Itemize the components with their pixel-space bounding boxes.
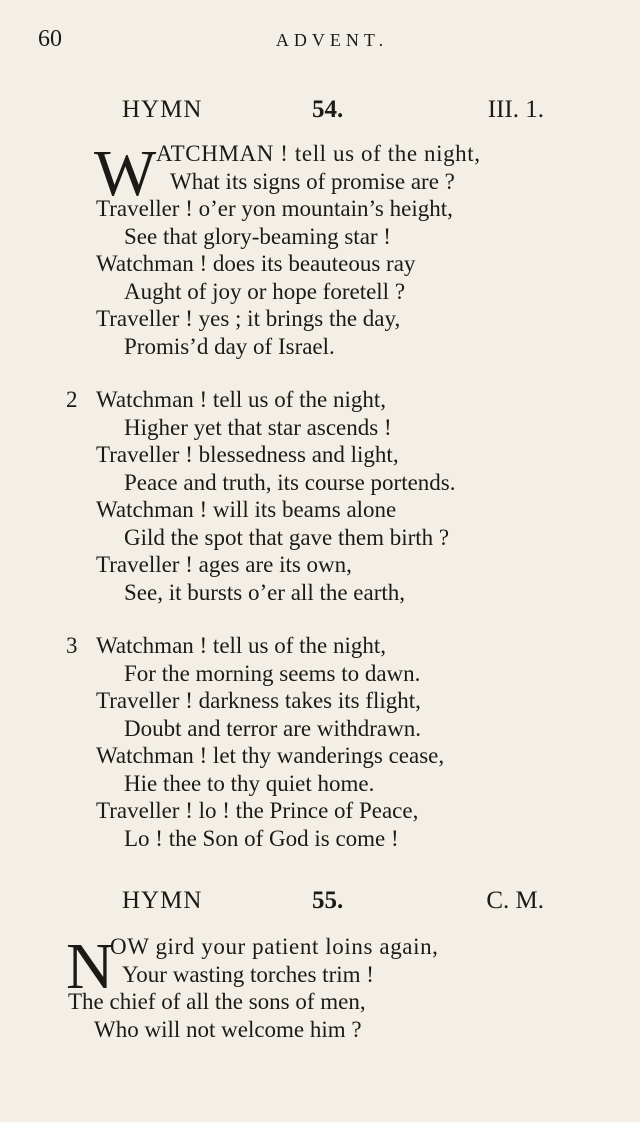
running-head <box>0 26 640 56</box>
verse-line: Traveller ! o’er yon mountain’s height, <box>96 196 453 221</box>
verse-line: See that glory-beaming star ! <box>124 223 391 249</box>
verse-line: Gild the spot that gave them birth ? <box>124 524 450 550</box>
stanza-1 <box>0 930 640 1043</box>
drop-cap: N <box>66 930 114 1003</box>
verse-line: Traveller ! yes ; it brings the day, <box>96 306 401 331</box>
drop-cap: W <box>94 137 157 210</box>
verse-line: Lo ! the Son of God is come ! <box>124 825 399 851</box>
verse-line: Hie thee to thy quiet home. <box>124 770 375 796</box>
verse-line: Traveller ! ages are its own, <box>96 552 352 577</box>
verse-line: Watchman ! tell us of the night, <box>96 633 387 658</box>
stanza-2 <box>0 386 640 606</box>
hymn-number: 54. <box>312 96 344 123</box>
running-title: ADVENT. <box>275 30 389 50</box>
stanza-number: 2 <box>66 387 78 412</box>
verse-line: See, it bursts o’er all the earth, <box>124 579 406 605</box>
verse-line: Higher yet that star ascends ! <box>124 414 392 440</box>
verse-line: Peace and truth, its course portends. <box>124 469 456 495</box>
verse-line: Aught of joy or hope foretell ? <box>124 278 406 304</box>
verse-line: What its signs of promise are ? <box>170 168 455 194</box>
verse-line: Traveller ! lo ! the Prince of Peace, <box>96 798 419 823</box>
verse-line: Your wasting torches trim ! <box>122 961 374 987</box>
verse-line: OW gird your patient loins again, <box>110 934 439 959</box>
hymn-word: HYMN <box>122 887 203 914</box>
hymn-54 <box>0 96 640 852</box>
verse-line: Watchman ! let thy wanderings cease, <box>96 743 445 768</box>
verse-line: The chief of all the sons of men, <box>68 989 366 1014</box>
verse-line: Who will not welcome him ? <box>94 1016 362 1042</box>
verse-line: Watchman ! does its beauteous ray <box>96 251 416 276</box>
verse-line: Doubt and terror are withdrawn. <box>124 715 421 741</box>
verse-line: Traveller ! darkness takes its flight, <box>96 688 421 713</box>
verse-line: ATCHMAN ! tell us of the night, <box>156 141 481 166</box>
hymn-number: 55. <box>312 887 344 914</box>
verse-line: Promis’d day of Israel. <box>124 333 335 359</box>
stanza-3 <box>0 632 640 852</box>
hymn-55 <box>0 887 640 1043</box>
page-number: 60 <box>38 26 62 52</box>
hymn-meter: III. 1. <box>487 96 544 123</box>
hymn-meter: C. M. <box>486 887 544 914</box>
hymn-header <box>0 887 640 927</box>
verse-line: Traveller ! blessedness and light, <box>96 442 399 467</box>
hymn-header <box>0 96 640 136</box>
verse-line: Watchman ! will its beams alone <box>96 497 397 522</box>
verse-line: Watchman ! tell us of the night, <box>96 387 387 412</box>
verse-line: For the morning seems to dawn. <box>124 660 421 686</box>
hymn-word: HYMN <box>122 96 203 123</box>
stanza-number: 3 <box>66 633 78 658</box>
stanza-1 <box>0 137 640 360</box>
